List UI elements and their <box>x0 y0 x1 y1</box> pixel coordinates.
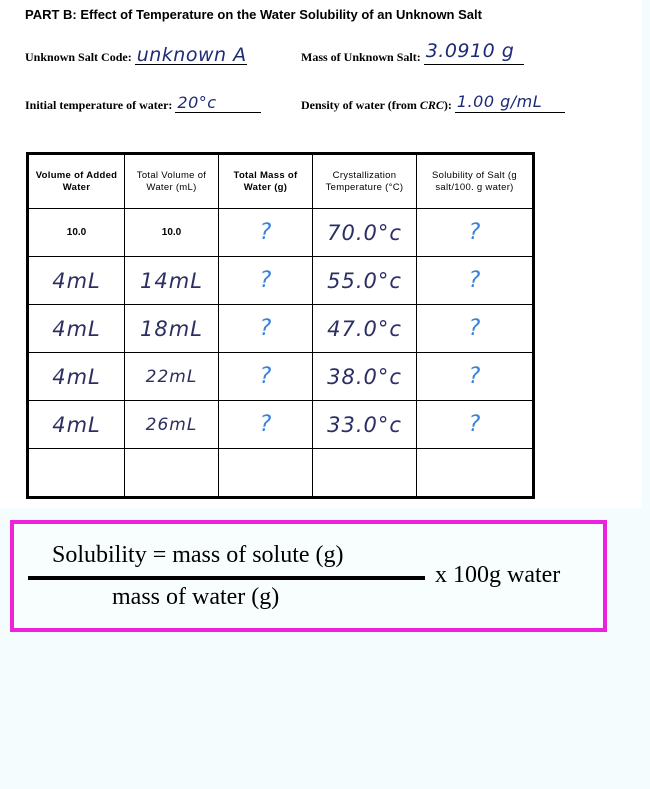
part-title: PART B: Effect of Temperature on the Water Solubility of an Unknown Salt <box>25 7 482 22</box>
salt-code-blank <box>135 44 247 66</box>
formula-fraction-bar <box>28 576 425 580</box>
cell-volume-added <box>28 449 125 498</box>
cell-total-mass <box>219 449 313 498</box>
cell-volume-added: 4mL <box>28 353 125 401</box>
cell-crystallization-temp: 70.0°c <box>313 209 417 257</box>
formula-multiplier: x 100g water <box>435 562 561 588</box>
solubility-formula-box <box>10 520 607 632</box>
cell-total-mass: ? <box>219 209 313 257</box>
table-header-row <box>28 154 534 209</box>
header-volume-added: Volume of Added Water <box>28 154 125 209</box>
mass-label: Mass of Unknown Salt: <box>301 50 421 64</box>
cell-solubility: ? <box>417 257 534 305</box>
mass-blank <box>424 40 524 65</box>
table-row-empty <box>28 449 534 498</box>
cell-total-volume: 10.0 <box>125 209 219 257</box>
cell-solubility <box>417 449 534 498</box>
formula-denominator: mass of water (g) <box>112 584 280 610</box>
cell-crystallization-temp: 55.0°c <box>313 257 417 305</box>
salt-code-label: Unknown Salt Code: <box>25 50 132 64</box>
header-solubility: Solubility of Salt (g salt/100. g water) <box>417 154 534 209</box>
table-row <box>28 305 534 353</box>
cell-total-mass: ? <box>219 305 313 353</box>
formula-numerator: Solubility = mass of solute (g) <box>52 542 344 568</box>
density-value: 1.00 g/mL <box>456 92 543 111</box>
cell-volume-added: 10.0 <box>28 209 125 257</box>
mass-field <box>301 40 524 65</box>
cell-total-mass: ? <box>219 401 313 449</box>
cell-solubility: ? <box>417 401 534 449</box>
density-label: Density of water (from CRC): <box>301 98 452 112</box>
initial-temp-value: 20°c <box>177 93 217 112</box>
cell-solubility: ? <box>417 305 534 353</box>
salt-code-field <box>25 44 247 66</box>
cell-solubility: ? <box>417 209 534 257</box>
density-blank <box>455 92 565 113</box>
data-table <box>26 152 535 499</box>
cell-total-volume <box>125 449 219 498</box>
initial-temp-label: Initial temperature of water: <box>25 98 173 112</box>
header-crystallization-temp: Crystallization Temperature (°C) <box>313 154 417 209</box>
cell-total-volume: 18mL <box>125 305 219 353</box>
header-total-volume: Total Volume of Water (mL) <box>125 154 219 209</box>
cell-total-mass: ? <box>219 257 313 305</box>
cell-volume-added: 4mL <box>28 257 125 305</box>
table-row <box>28 209 534 257</box>
cell-crystallization-temp <box>313 449 417 498</box>
cell-total-volume: 22mL <box>125 353 219 401</box>
cell-volume-added: 4mL <box>28 401 125 449</box>
cell-total-volume: 26mL <box>125 401 219 449</box>
initial-temp-field <box>25 93 261 113</box>
cell-crystallization-temp: 38.0°c <box>313 353 417 401</box>
mass-value: 3.0910 g <box>425 40 515 62</box>
initial-temp-blank <box>175 93 261 113</box>
cell-volume-added: 4mL <box>28 305 125 353</box>
cell-solubility: ? <box>417 353 534 401</box>
cell-crystallization-temp: 47.0°c <box>313 305 417 353</box>
cell-total-mass: ? <box>219 353 313 401</box>
density-field <box>301 92 565 113</box>
table-row <box>28 401 534 449</box>
table-row <box>28 257 534 305</box>
cell-crystallization-temp: 33.0°c <box>313 401 417 449</box>
table-row <box>28 353 534 401</box>
salt-code-value: unknown A <box>136 44 247 66</box>
header-total-mass: Total Mass of Water (g) <box>219 154 313 209</box>
cell-total-volume: 14mL <box>125 257 219 305</box>
